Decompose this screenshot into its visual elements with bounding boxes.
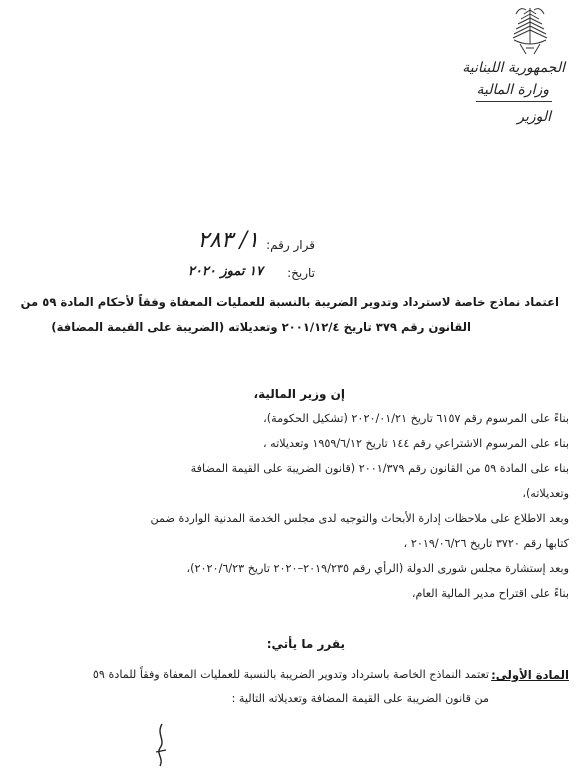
decision-date-value: ١٧ تموز ٢٠٢٠ <box>187 264 263 279</box>
decides-heading: يقرر ما يأتي: <box>266 637 345 651</box>
preamble-line: بناءً على المرسوم رقم ٦١٥٧ تاريخ ٢٠٢٠/٠١/٢١ (تشكيل الحكومة)، <box>263 412 569 425</box>
decision-title-line-1: اعتماد نماذج خاصة لاسترداد وتدوير الضريبة بالنسبة للعمليات المعفاة وفقاً لأحكام المادة ٥٩ من <box>20 295 559 309</box>
preamble-line: بناء على المرسوم الاشتراعي رقم ١٤٤ تاريخ ١٩٥٩/٦/١٢ وتعديلاته ، <box>262 437 569 450</box>
preamble-line: كتابها رقم ٣٧٢٠ تاريخ ٢٠١٩/٠٦/٢٦ ، <box>403 537 569 550</box>
decision-title-line-2: القانون رقم ٣٧٩ تاريخ ٢٠٠١/١٢/٤ وتعديلاته (الضريبة على القيمة المضافة) <box>51 320 471 334</box>
ministry-name: وزارة المالية <box>476 82 549 98</box>
preamble-heading: إن وزير المالية، <box>253 387 345 401</box>
cedar-emblem-icon <box>508 4 552 56</box>
article-1-line-1: تعتمد النماذج الخاصة باسترداد وتدوير الضريبة بالنسبة للعمليات المعفاة وفقاً للمادة ٥٩ <box>92 668 489 681</box>
preamble-line: بناءً على اقتراح مدير المالية العام، <box>411 587 569 600</box>
decision-number-value: ١/ ٢٨٣ <box>197 228 259 253</box>
republic-name: الجمهورية اللبنانية <box>462 60 565 76</box>
signature-initial <box>150 722 172 772</box>
preamble-line: وتعديلاته)، <box>522 487 569 500</box>
article-1-label: المادة الأولى: <box>491 668 569 682</box>
office-name: الوزير <box>517 109 551 125</box>
preamble-line: وبعد إستشارة مجلس شورى الدولة (الرأي رقم ٢٠١٩/٢٣٥–٢٠٢٠ تاريخ ٢٠٢٠/٦/٢٣)، <box>186 562 569 575</box>
preamble-line: بناء على المادة ٥٩ من القانون رقم ٢٠٠١/٣٧٩ (قانون الضريبة على القيمة المضافة <box>190 462 569 475</box>
decision-date-label: تاريخ: <box>287 266 315 280</box>
header-divider <box>476 101 552 102</box>
preamble-line: وبعد الاطلاع على ملاحظات إدارة الأبحاث والتوجيه لدى مجلس الخدمة المدنية الواردة ضمن <box>150 512 569 525</box>
decision-number-label: قرار رقم: <box>266 238 315 252</box>
article-1-line-2: من قانون الضريبة على القيمة المضافة وتعديلاته التالية : <box>231 692 489 705</box>
